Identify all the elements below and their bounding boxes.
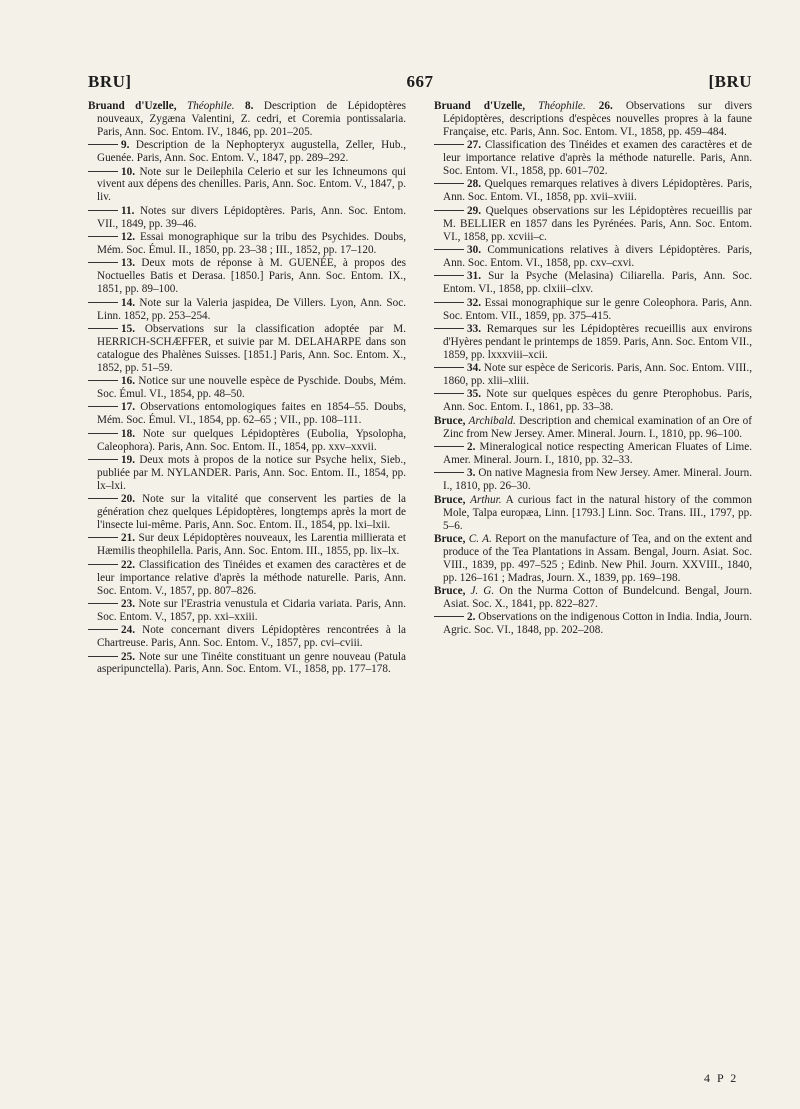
- columns: [88, 100, 752, 677]
- bibliography-entry: [434, 323, 752, 362]
- entry-text: Report on the manufacture of Tea, and on the extent and produce of the Tea Plantations in Assam. Bengal, Journ. Asiat. Soc. VIII., 1839, pp. 497–525 ; Edinb. New Phil. Journ. XXVIII., 1840, pp. 126–161 ; Madras, Journ. X., 1839, pp. 169–198.: [443, 532, 753, 584]
- entry-given-name: J. G.: [470, 585, 495, 598]
- bibliography-entry: [88, 624, 406, 650]
- entry-text: Sur la Psyche (Melasina) Ciliarella. Paris, Ann. Soc. Entom. VI., 1858, pp. clxiii–clxv.: [443, 270, 752, 296]
- entry-text: On native Magnesia from New Jersey. Amer. Mineral. Journ. I., 1810, pp. 26–30.: [443, 467, 752, 493]
- entry-author: Bruce,: [434, 585, 466, 598]
- bibliography-entry: [88, 139, 406, 165]
- left-column: [88, 100, 406, 677]
- entry-text: Note sur une Tinéite constituant un genre nouveau (Patula asperipunctella). Paris, Ann. Soc. Entom. VI., 1858, pp. 177–178.: [97, 650, 407, 676]
- repeat-author-dash: [88, 629, 118, 630]
- entry-given-name: Théophile.: [186, 100, 235, 112]
- bibliography-entry: [434, 494, 752, 533]
- repeat-author-dash: [88, 210, 118, 211]
- bibliography-entry: [434, 388, 752, 414]
- bibliography-entry: [88, 559, 406, 598]
- bibliography-entry: [88, 598, 406, 624]
- entry-text: Observations sur la classification adoptée par M. HERRICH-SCHÆFFER, et suivie par M. DELAHARPE dans son catalogue des Phalènes Suisses. [1851.] Paris, Ann. Soc. Entom. X., 1852, pp. 51–59.: [97, 322, 407, 374]
- entry-text: Observations sur divers Lépidoptères, descriptions d'espèces nouvelles propres à la faune Française, etc. Paris, Ann. Soc. Entom. VI., 1858, pp. 459–484.: [443, 100, 753, 138]
- bibliography-entry: [434, 585, 752, 611]
- header-left: BRU]: [88, 72, 132, 91]
- repeat-author-dash: [434, 302, 464, 303]
- repeat-author-dash: [434, 249, 464, 250]
- entry-text: Note sur l'Erastria venustula et Cidaria variata. Paris, Ann. Soc. Entom. V., 1857, pp. xxi–xxiii.: [97, 597, 407, 623]
- repeat-author-dash: [88, 236, 118, 237]
- entry-number: 30.: [467, 243, 481, 256]
- repeat-author-dash: [434, 210, 464, 211]
- entry-number: 25.: [121, 650, 135, 663]
- bibliography-entry: [434, 441, 752, 467]
- entry-number: 27.: [467, 139, 481, 152]
- repeat-author-dash: [88, 302, 118, 303]
- entry-text: Mineralogical notice respecting American Fluates of Lime. Amer. Mineral. Journ. I., 1810, pp. 32–33.: [443, 441, 753, 466]
- header-right: [BRU: [708, 72, 752, 91]
- bibliography-entry: [434, 139, 752, 178]
- entry-number: 13.: [121, 257, 135, 270]
- entry-text: Description and chemical examination of an Ore of Zinc from New Jersey. Amer. Mineral. Journ. I., 1810, pp. 96–100.: [443, 414, 753, 440]
- entry-text: Deux mots à propos de la notice sur Psyche helix, Sieb., publiée par M. NYLANDER. Paris, Ann. Soc. Entom. II., 1854, pp. lx–lxi.: [97, 453, 406, 492]
- entry-number: 34.: [467, 362, 481, 375]
- signature-mark: 4 P 2: [704, 1071, 739, 1085]
- repeat-author-dash: [88, 171, 118, 172]
- entry-number: 17.: [121, 401, 135, 414]
- bibliography-entry: [434, 178, 752, 204]
- entry-number: 31.: [467, 270, 481, 283]
- repeat-author-dash: [434, 616, 464, 617]
- bibliography-entry: [88, 100, 406, 139]
- repeat-author-dash: [88, 262, 118, 263]
- entry-number: 11.: [121, 204, 135, 217]
- entry-number: 24.: [121, 624, 135, 637]
- entry-number: 8.: [245, 100, 254, 112]
- entry-text: Essai monographique sur la tribu des Psychides. Doubs, Mém. Soc. Émul. II., 1850, pp. 23–38 ; III., 1852, pp. 17–120.: [97, 231, 406, 256]
- entry-author: Bruce,: [434, 532, 466, 545]
- bibliography-entry: [88, 297, 406, 323]
- entry-text: Observations entomologiques faites en 1854–55. Doubs, Mém. Soc. Émul. VI., 1854, pp. 62–65 ; VII., pp. 108–111.: [97, 401, 406, 427]
- entry-given-name: Arthur.: [470, 493, 502, 506]
- entry-text: Notes sur divers Lépidoptères. Paris, Ann. Soc. Entom. VII., 1849, pp. 39–46.: [97, 204, 406, 230]
- repeat-author-dash: [88, 328, 118, 329]
- entry-author: Bruand d'Uzelle,: [88, 100, 177, 112]
- entry-number: 15.: [121, 322, 135, 335]
- bibliography-entry: [434, 297, 752, 323]
- repeat-author-dash: [88, 380, 118, 381]
- entry-author: Bruce,: [434, 414, 466, 427]
- bibliography-entry: [88, 231, 406, 257]
- entry-text: On the Nurma Cotton of Bundelcund. Bengal, Journ. Asiat. Soc. X., 1841, pp. 822–827.: [443, 585, 752, 610]
- entry-number: 14.: [121, 296, 135, 309]
- repeat-author-dash: [88, 603, 118, 604]
- bibliography-entry: [88, 323, 406, 375]
- bibliography-entry: [88, 428, 406, 454]
- entry-number: 22.: [121, 558, 135, 571]
- entry-text: Note sur espèce de Sericoris. Paris, Ann. Soc. Entom. VIII., 1860, pp. xlii–xliii.: [443, 362, 752, 388]
- entry-text: Classification des Tinéides et examen des caractères et de leur importance relative d'après la méthode naturelle. Paris, Ann. Soc. Entom. V., 1857, pp. 807–826.: [97, 558, 406, 597]
- entry-number: 26.: [598, 100, 613, 112]
- entry-text: Quelques remarques relatives à divers Lépidoptères. Paris, Ann. Soc. Entom. VI., 1858, pp. xvii–xviii.: [443, 178, 752, 204]
- repeat-author-dash: [88, 656, 118, 657]
- entry-text: Quelques observations sur les Lépidoptères recueillis par M. BELLIER en 1857 dans les Pyrénées. Paris, Ann. Soc. Entom. VI., 1858, pp. xcviii–c.: [443, 204, 753, 243]
- entry-given-name: Archibald.: [468, 414, 516, 427]
- bibliography-entry: [88, 375, 406, 401]
- entry-number: 21.: [121, 532, 135, 545]
- bibliography-entry: [434, 362, 752, 388]
- entry-given-name: Théophile.: [538, 100, 586, 112]
- entry-number: 12.: [121, 231, 135, 244]
- bibliography-entry: [88, 651, 406, 677]
- entry-number: 20.: [121, 493, 135, 506]
- bibliography-entry: [88, 205, 406, 231]
- entry-text: A curious fact in the natural history of the common Mole, Talpa europæa, Linn. [1793.] Linn. Soc. Trans. III., 1797, pp. 5–6.: [443, 493, 752, 532]
- entry-author: Bruand d'Uzelle,: [434, 100, 526, 112]
- entry-text: Note concernant divers Lépidoptères rencontrées à la Chartreuse. Paris, Ann. Soc. Entom. V., 1857, pp. cvi–cviii.: [97, 624, 407, 650]
- entry-number: 16.: [121, 375, 135, 388]
- entry-number: 29.: [467, 204, 481, 217]
- entry-text: Note sur quelques espèces du genre Pterophobus. Paris, Ann. Soc. Entom. I., 1861, pp. 33–38.: [443, 388, 752, 414]
- entry-text: Deux mots de réponse à M. GUENÉE, à propos des Noctuelles Batis et Derasa. [1850.] Paris, Ann. Soc. Entom. IX., 1851, pp. 89–100.: [97, 257, 407, 296]
- bibliography-entry: [434, 270, 752, 296]
- entry-text: Description de la Nephopteryx augustella, Zeller, Hub., Guenée. Paris, Ann. Soc. Entom. V., 1847, pp. 289–292.: [97, 139, 407, 165]
- bibliography-entry: [434, 205, 752, 244]
- repeat-author-dash: [88, 144, 118, 145]
- entry-text: Communications relatives à divers Lépidoptères. Paris, Ann. Soc. Entom. VI., 1858, pp. cxv–cxvi.: [443, 243, 753, 269]
- entry-text: Remarques sur les Lépidoptères recueillis aux environs d'Hyères pendant le printemps de 1859. Paris, Ann. Soc. Entom VII., 1859, pp. lxxxviii–xcii.: [443, 322, 753, 361]
- entry-number: 33.: [467, 322, 481, 335]
- entry-number: 35.: [467, 388, 481, 401]
- entry-number: 19.: [121, 453, 135, 466]
- entry-number: 3.: [467, 467, 476, 480]
- repeat-author-dash: [434, 393, 464, 394]
- entry-text: Description de Lépidoptères nouveaux, Zygæna Valentini, Z. cedri, et Coremia pontissalaria. Paris, Ann. Soc. Entom. IV., 1846, pp. 201–205.: [97, 100, 407, 138]
- entry-text: Classification des Tinéides et examen des caractères et de leur importance relative d'après la méthode naturelle. Paris, Ann. Soc. Entom. VI., 1858, pp. 601–702.: [443, 139, 752, 178]
- entry-text: Sur deux Lépidoptères nouveaux, les Larentia millierata et Hæmilis theophilella. Paris, Ann. Soc. Entom. III., 1855, pp. lix–lx.: [97, 532, 407, 558]
- entry-text: Note sur la Valeria jaspidea, De Villers. Lyon, Ann. Soc. Linn. 1852, pp. 253–254.: [97, 296, 406, 322]
- entry-text: Note sur quelques Lépidoptères (Eubolia, Ypsolopha, Caleophora). Paris, Ann. Soc. Entom. II., 1854, pp. xxv–xxvii.: [97, 427, 406, 453]
- entry-text: Essai monographique sur le genre Coleophora. Paris, Ann. Soc. Entom. VII., 1859, pp. 375–415.: [443, 296, 752, 322]
- entry-number: 18.: [121, 427, 135, 440]
- page-number: 667: [406, 72, 434, 91]
- repeat-author-dash: [434, 328, 464, 329]
- entry-given-name: C. A.: [468, 532, 492, 545]
- entry-number: 28.: [467, 178, 481, 191]
- bibliography-entry: [88, 166, 406, 205]
- entry-text: Note sur le Deilephila Celerio et sur les Ichneumons qui vivent aux dépens des chenilles. Paris, Ann. Soc. Entom. V., 1847, p. liv.: [97, 165, 406, 204]
- entry-number: 9.: [121, 139, 130, 152]
- bibliography-entry: [88, 493, 406, 532]
- bibliography-entry: [434, 244, 752, 270]
- repeat-author-dash: [88, 564, 118, 565]
- bibliography-entry: [88, 401, 406, 427]
- entry-text: Note sur la vitalité que conservent les parties de la génération chez quelques Lépidoptères, longtemps après la mort de l'insecte lui-même. Paris, Ann. Soc. Entom. II., 1854, pp. lxi–lxii.: [97, 493, 407, 531]
- repeat-author-dash: [88, 433, 118, 434]
- repeat-author-dash: [434, 446, 464, 447]
- repeat-author-dash: [88, 537, 118, 538]
- bibliography-entry: [434, 415, 752, 441]
- page-header: [88, 72, 752, 92]
- bibliography-entry: [434, 467, 752, 493]
- right-column: [434, 100, 752, 677]
- repeat-author-dash: [434, 144, 464, 145]
- entry-number: 32.: [467, 296, 481, 309]
- bibliography-entry: [88, 454, 406, 493]
- repeat-author-dash: [434, 367, 464, 368]
- repeat-author-dash: [88, 459, 118, 460]
- bibliography-entry: [434, 100, 752, 139]
- bibliography-entry: [434, 611, 752, 637]
- bibliography-entry: [88, 257, 406, 296]
- repeat-author-dash: [434, 275, 464, 276]
- entry-number: 23.: [121, 597, 135, 610]
- bibliography-entry: [88, 532, 406, 558]
- entry-author: Bruce,: [434, 493, 466, 506]
- repeat-author-dash: [88, 406, 118, 407]
- entry-number: 2.: [467, 441, 476, 454]
- entry-text: Notice sur une nouvelle espèce de Pyschide. Doubs, Mém. Soc. Émul. VI., 1854, pp. 48–50.: [97, 375, 407, 400]
- repeat-author-dash: [434, 183, 464, 184]
- entry-number: 10.: [121, 165, 135, 178]
- entry-text: Observations on the indigenous Cotton in India. India, Journ. Agric. Soc. VI., 1848, pp. 202–208.: [443, 611, 753, 637]
- repeat-author-dash: [434, 472, 464, 473]
- bibliography-entry: [434, 533, 752, 585]
- repeat-author-dash: [88, 498, 118, 499]
- entry-number: 2.: [467, 611, 476, 624]
